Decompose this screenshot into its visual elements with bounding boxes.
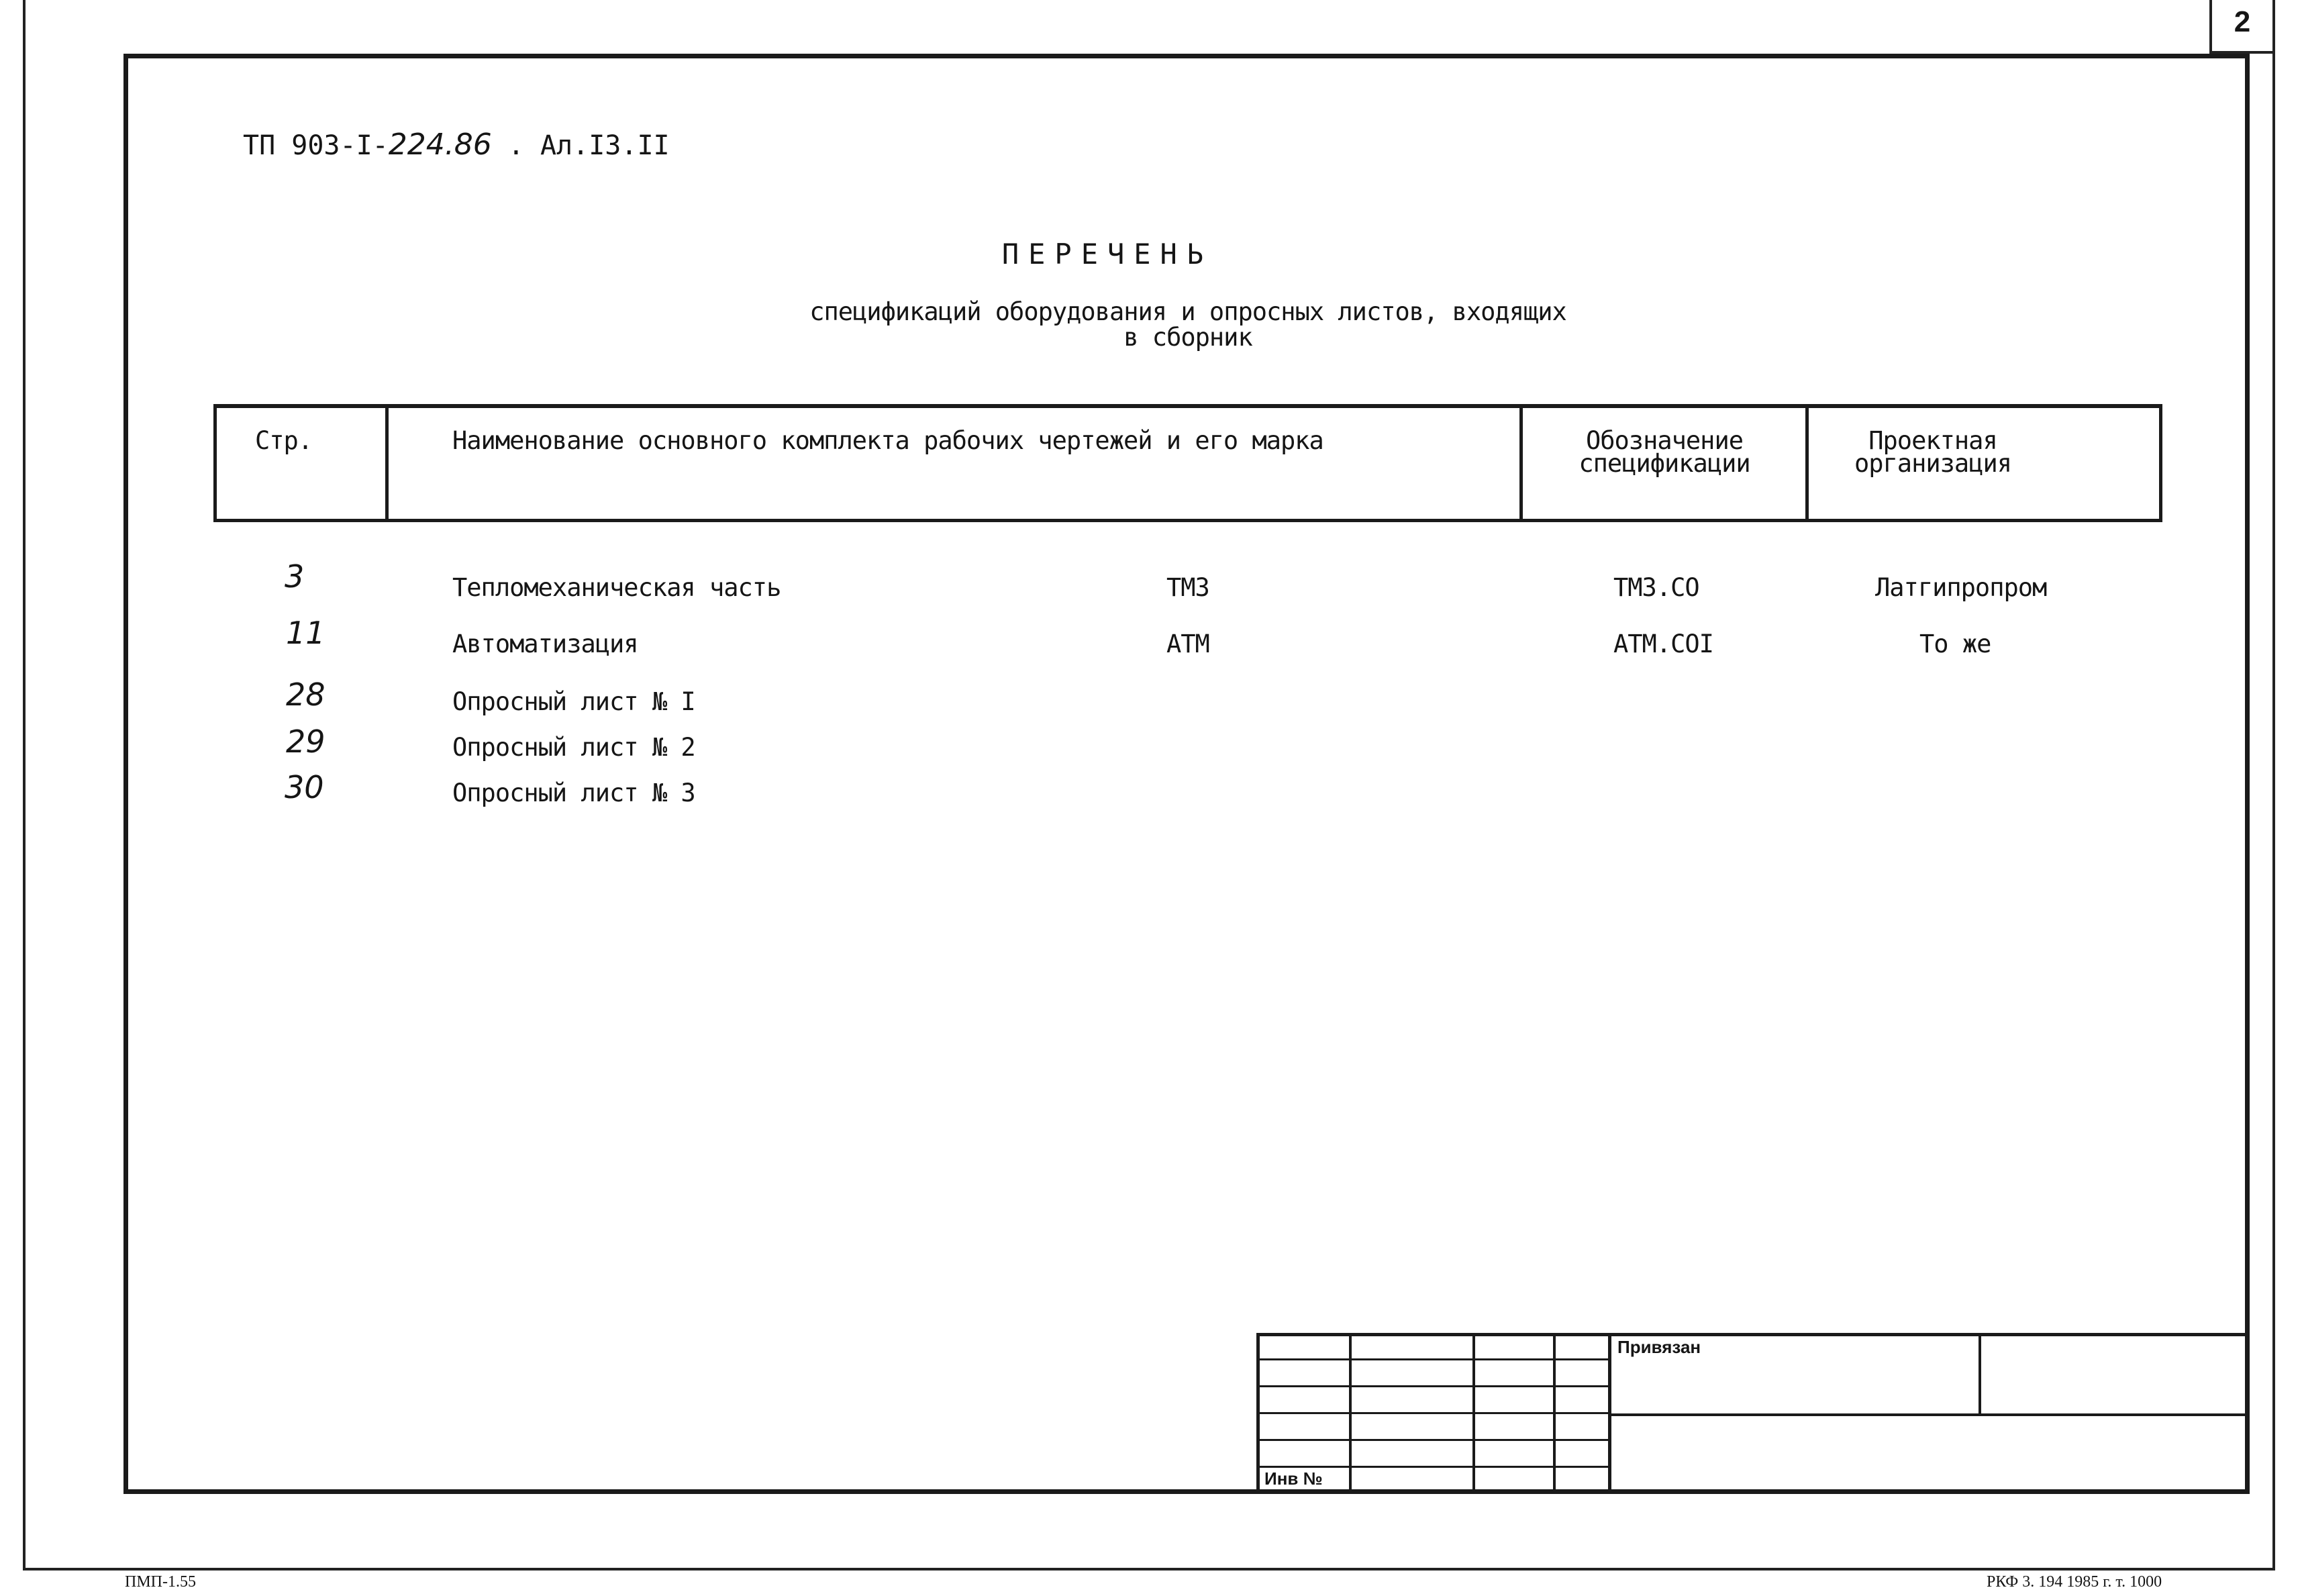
page-subtitle xyxy=(805,299,1570,350)
row-org: То же xyxy=(1919,630,1991,658)
row-name: Автоматизация xyxy=(452,630,638,658)
subtitle-line-2: в сборник xyxy=(1123,323,1252,352)
header-divider xyxy=(1805,404,1809,522)
stamp-hline xyxy=(1609,1413,2250,1416)
doc-code-prefix: ТП 903-I- xyxy=(243,130,389,161)
stamp-inventory-label: Инв № xyxy=(1264,1468,1323,1489)
stamp-hline xyxy=(1256,1358,1609,1360)
header-designation-col xyxy=(1530,426,1799,478)
header-org-col xyxy=(1812,426,2054,478)
row-page: 3 xyxy=(285,558,305,595)
header-designation-line-2: спецификации xyxy=(1579,449,1750,478)
row-mark: АТМ xyxy=(1166,630,1209,658)
stamp-hline xyxy=(1256,1439,1609,1441)
doc-code-suffix: . Ал.I3.II xyxy=(507,130,670,161)
header-designation-line-1: Обозначение xyxy=(1585,426,1744,455)
header-org-line-1: Проектная xyxy=(1868,426,1997,455)
page-number: 2 xyxy=(2234,5,2251,38)
page-title: ПЕРЕЧЕНЬ xyxy=(1001,238,1213,270)
stamp-top-line xyxy=(1256,1333,2250,1336)
row-name: Опросный лист № 2 xyxy=(452,733,695,762)
stamp-hline xyxy=(1256,1385,1609,1387)
stamp-hline xyxy=(1256,1466,1609,1468)
header-name-col: Наименование основного комплекта рабочих чертежей и его марка xyxy=(452,426,1323,455)
row-name: Опросный лист № I xyxy=(452,687,695,716)
subtitle-line-1: спецификаций оборудования и опросных листов, входящих xyxy=(809,297,1566,326)
stamp-hline xyxy=(1256,1412,1609,1414)
row-mark: ТМЗ xyxy=(1166,573,1209,602)
row-designation: ТМЗ.СО xyxy=(1613,573,1699,602)
document-code xyxy=(243,128,670,162)
row-page: 29 xyxy=(286,724,326,760)
header-org-line-2: организация xyxy=(1854,449,2012,478)
row-name: Тепломеханическая часть xyxy=(452,573,781,602)
row-page: 28 xyxy=(286,677,326,713)
header-divider xyxy=(385,404,389,522)
doc-code-handwritten: 224.86 xyxy=(388,128,492,162)
header-divider xyxy=(1519,404,1523,522)
row-page: 11 xyxy=(286,615,326,651)
footer-right-code: РКФ 3. 194 1985 г. т. 1000 xyxy=(1987,1573,2162,1591)
stamp-vline xyxy=(1979,1333,1981,1415)
stamp-attached-label: Привязан xyxy=(1617,1337,1701,1357)
row-designation: АТМ.СОI xyxy=(1613,630,1713,658)
row-name: Опросный лист № 3 xyxy=(452,779,695,807)
row-page: 30 xyxy=(285,769,324,805)
footer-left-code: ПМП-1.55 xyxy=(125,1573,196,1591)
row-org: Латгипропром xyxy=(1875,573,2047,602)
header-page-col: Стр. xyxy=(255,426,313,455)
